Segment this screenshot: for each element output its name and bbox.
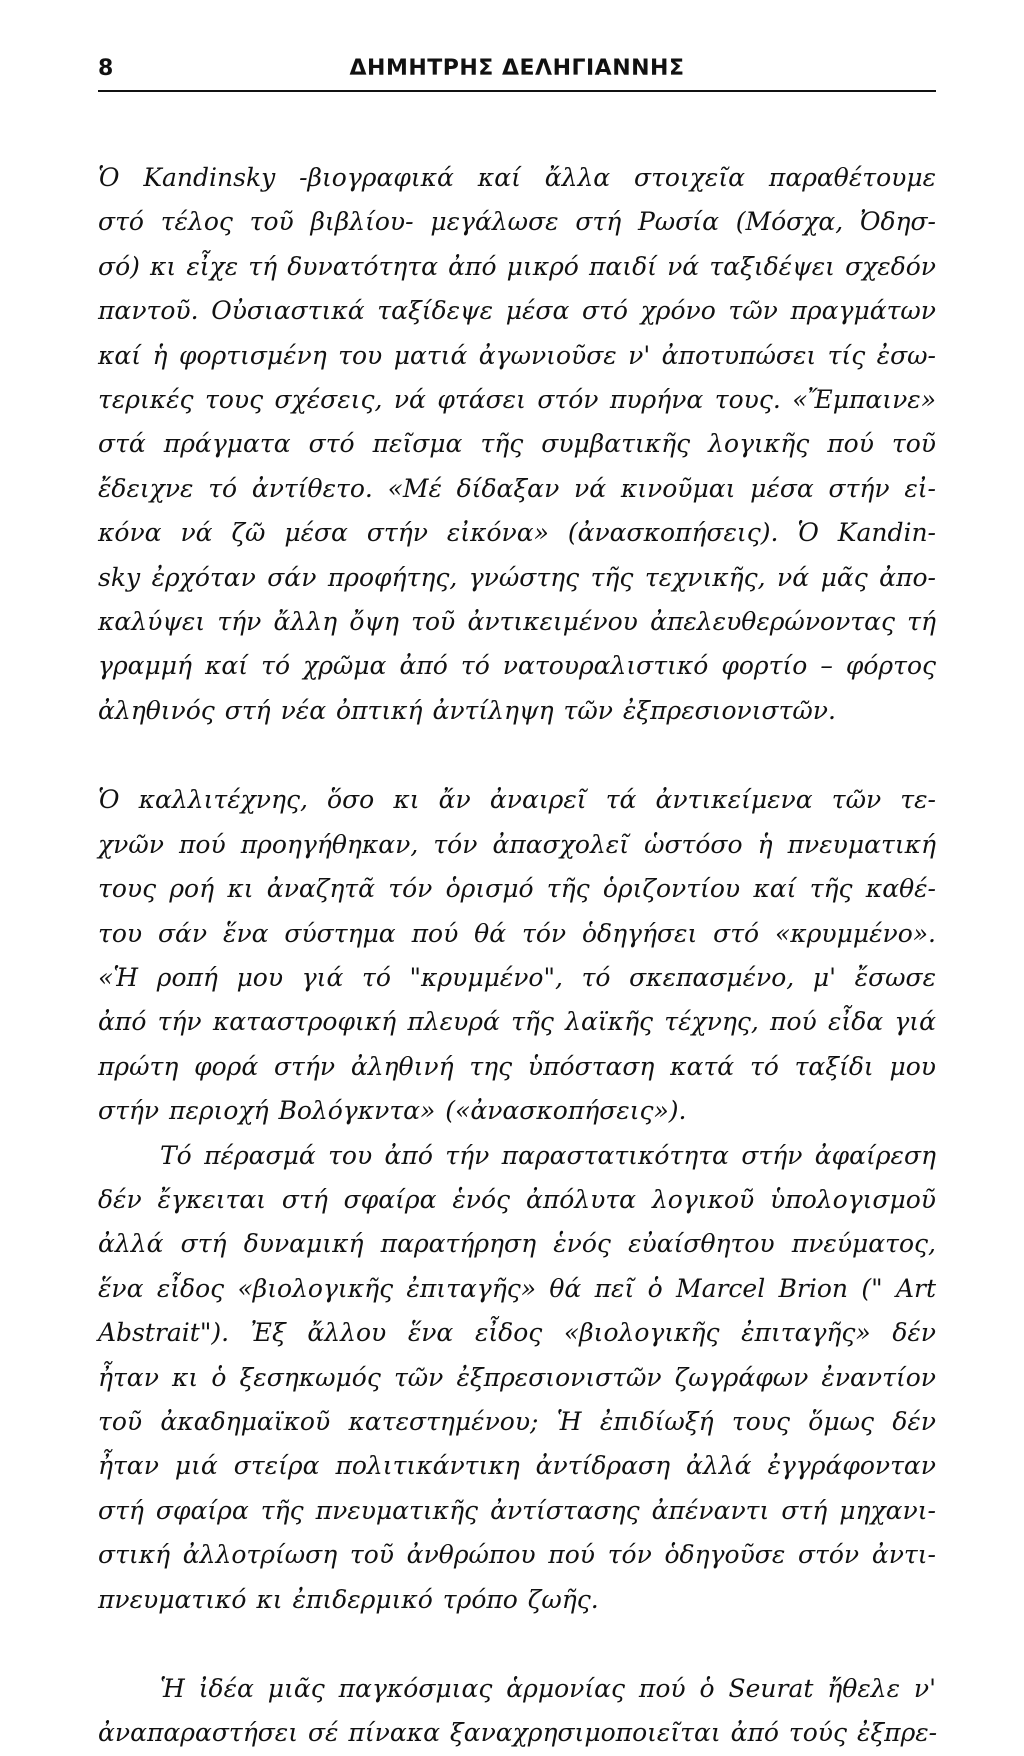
- text-line: παντοῦ. Οὐσιαστικά ταξίδεψε μέσα στό χρόνο τῶν πραγμάτων: [98, 296, 936, 326]
- text-line: στή σφαίρα τῆς πνευματικῆς ἀντίστασης ἀπέναντι στή μηχανι-: [98, 1495, 936, 1525]
- body-text: [98, 156, 936, 1756]
- paragraph-1: [98, 156, 936, 733]
- page-number: 8: [98, 56, 114, 81]
- text-line: σό) κι εἶχε τή δυνατότητα ἀπό μικρό παιδί νά ταξιδέψει σχεδόν: [98, 251, 936, 281]
- text-line: πνευματικό κι ἐπιδερμικό τρόπο ζωῆς.: [98, 1584, 599, 1614]
- text-line: τοῦ ἀκαδημαϊκοῦ κατεστημένου; Ἡ ἐπιδίωξή τους ὅμως δέν: [98, 1406, 936, 1436]
- text-line: ἕνα εἶδος «βιολογικῆς ἐπιταγῆς» θά πεῖ ὁ Marcel Brion (" Art: [98, 1273, 936, 1303]
- text-line: στά πράγματα στό πεῖσμα τῆς συμβατικῆς λογικῆς πού τοῦ: [98, 429, 936, 459]
- text-line: τερικές τους σχέσεις, νά φτάσει στόν πυρήνα τους. «Ἔμπαινε»: [98, 385, 936, 415]
- text-line: καλύψει τήν ἄλλη ὄψη τοῦ ἀντικειμένου ἀπελευθερώνοντας τή: [98, 607, 936, 637]
- text-line: στό τέλος τοῦ βιβλίου- μεγάλωσε στή Ρωσία (Μόσχα, Ὀδησ-: [98, 207, 936, 237]
- text-line: ἦταν μιά στείρα πολιτικάντικη ἀντίδραση ἀλλά ἐγγράφονταν: [98, 1451, 936, 1481]
- text-line: τους ροή κι ἀναζητᾶ τόν ὁρισμό τῆς ὁριζοντίου καί τῆς καθέ-: [98, 874, 936, 904]
- text-line: ἀναπαραστήσει σέ πίνακα ξαναχρησιμοποιεῖται ἀπό τούς ἐξπρε-: [98, 1718, 938, 1748]
- text-line: χνῶν πού προηγήθηκαν, τόν ἀπασχολεῖ ὡστόσο ἡ πνευματική: [98, 829, 936, 859]
- text-line: ἀληθινός στή νέα ὀπτική ἀντίληψη τῶν ἐξπρεσιονιστῶν.: [98, 695, 836, 725]
- text-line: ἔδειχνε τό ἀντίθετο. «Μέ δίδαξαν νά κινοῦμαι μέσα στήν εἰ-: [98, 473, 936, 503]
- text-line: sky ἐρχόταν σάν προφήτης, γνώστης τῆς τεχνικῆς, νά μᾶς ἀπο-: [98, 562, 936, 592]
- paragraph-gap: [98, 1622, 936, 1667]
- text-line: «Ἡ ροπή μου γιά τό "κρυμμένο", τό σκεπασμένο, μ' ἔσωσε: [98, 962, 936, 992]
- text-line: Ἡ ἰδέα μιᾶς παγκόσμιας ἁρμονίας πού ὁ Seurat ἤθελε ν': [160, 1674, 936, 1703]
- paragraph-2: [98, 778, 936, 1133]
- text-line: δέν ἔγκειται στή σφαίρα ἑνός ἀπόλυτα λογικοῦ ὑπολογισμοῦ: [98, 1184, 936, 1214]
- text-line: Abstrait"). Ἐξ ἄλλου ἕνα εἶδος «βιολογικῆς ἐπιταγῆς» δέν: [98, 1318, 936, 1348]
- text-line: κόνα νά ζῶ μέσα στήν εἰκόνα» (ἀνασκοπήσεις). Ὁ Kandin-: [98, 518, 936, 548]
- page-header: [98, 50, 936, 92]
- text-line: Ὁ Kandinsky -βιογραφικά καί ἄλλα στοιχεῖα παραθέτουμε: [98, 163, 936, 192]
- text-line: γραμμή καί τό χρῶμα ἀπό τό νατουραλιστικό φορτίο – φόρτος: [98, 651, 936, 681]
- paragraph-gap: [98, 733, 936, 778]
- text-line: Ὁ καλλιτέχνης, ὅσο κι ἄν ἀναιρεῖ τά ἀντικείμενα τῶν τε-: [98, 785, 936, 815]
- paragraph-3: [98, 1134, 936, 1622]
- paragraph-4: [98, 1667, 936, 1756]
- text-line: πρώτη φορά στήν ἀληθινή της ὑπόσταση κατά τό ταξίδι μου: [98, 1051, 936, 1081]
- text-line: στήν περιοχή Βολόγκντα» («ἀνασκοπήσεις»).: [98, 1096, 687, 1126]
- text-line: καί ἡ φορτισμένη του ματιά ἀγωνιοῦσε ν' ἀποτυπώσει τίς ἐσω-: [98, 340, 936, 370]
- text-line: στική ἀλλοτρίωση τοῦ ἀνθρώπου πού τόν ὁδηγοῦσε στόν ἀντι-: [98, 1540, 936, 1570]
- text-line: ἀπό τήν καταστροφική πλευρά τῆς λαϊκῆς τέχνης, πού εἶδα γιά: [98, 1007, 936, 1037]
- text-line: ἦταν κι ὁ ξεσηκωμός τῶν ἐξπρεσιονιστῶν ζωγράφων ἐναντίον: [98, 1362, 936, 1392]
- text-line: του σάν ἕνα σύστημα πού θά τόν ὁδηγήσει στό «κρυμμένο».: [98, 918, 936, 948]
- text-line: ἀλλά στή δυναμική παρατήρηση ἑνός εὐαίσθητου πνεύματος,: [98, 1229, 936, 1259]
- running-title: ΔΗΜΗΤΡΗΣ ΔΕΛΗΓΙΑΝΝΗΣ: [349, 56, 685, 81]
- text-line: Τό πέρασμά του ἀπό τήν παραστατικότητα στήν ἀφαίρεση: [160, 1140, 936, 1170]
